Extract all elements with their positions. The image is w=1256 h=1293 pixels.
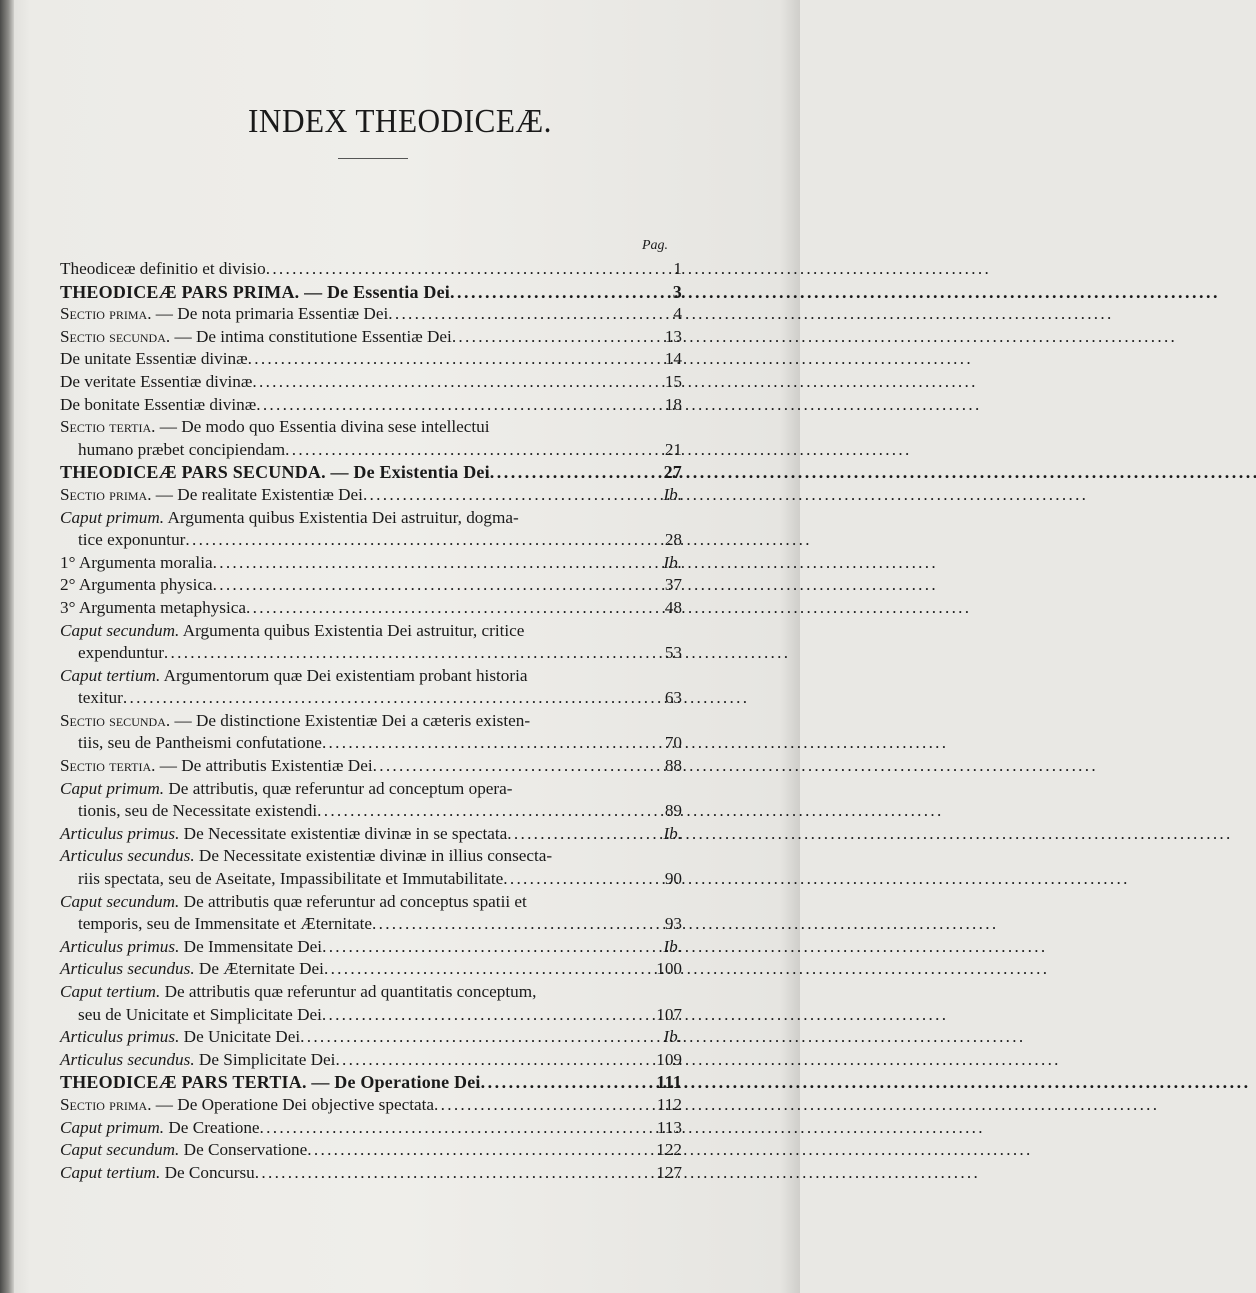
title-rule — [338, 158, 408, 159]
page-number: 15 — [664, 371, 682, 391]
page-number: 100 — [656, 959, 682, 979]
index-entry — [60, 484, 682, 507]
entry-label — [60, 552, 213, 575]
index-entry — [60, 1071, 682, 1094]
entry-text: — De modo quo Essentia divina sese intellectui — [155, 417, 490, 437]
entry-label — [60, 258, 266, 281]
index-entry — [60, 371, 682, 394]
index-entry — [60, 1162, 682, 1185]
index-entry — [60, 845, 682, 890]
dot-leader — [255, 1162, 642, 1185]
entry-heading: Sectio secunda. — [60, 710, 171, 730]
dot-leader — [372, 913, 642, 936]
entry-heading: Articulus secundus. — [60, 1049, 195, 1069]
page-number: 111 — [656, 1072, 682, 1093]
entry-first-line — [60, 620, 682, 643]
index-entry — [60, 507, 682, 552]
entry-text: De Concursu — [160, 1162, 255, 1182]
dot-leader — [322, 732, 642, 755]
dot-leader — [256, 394, 642, 417]
entry-heading: Sectio secunda. — [60, 326, 171, 346]
entry-continuation: tionis, seu de Necessitate existendi — [78, 801, 318, 821]
entry-first-line — [60, 416, 682, 439]
entry-continuation-line — [60, 642, 682, 665]
entry-continuation: humano præbet concipiendam — [78, 439, 286, 459]
entry-label — [60, 461, 490, 484]
page-number: 107 — [656, 1004, 682, 1024]
entry-label — [60, 1162, 255, 1185]
entry-label — [60, 1094, 434, 1117]
entry-label — [60, 823, 507, 846]
entry-text: THEODICEÆ PARS PRIMA. — De Essentia Dei — [60, 281, 450, 302]
entry-heading: Sectio prima. — [60, 1094, 152, 1114]
index-entry — [60, 710, 682, 755]
entry-continuation-line — [60, 913, 682, 936]
entry-continuation-line — [60, 439, 682, 462]
entry-text: De Unicitate Dei — [179, 1027, 301, 1047]
page-number: 28 — [664, 530, 682, 550]
entry-heading: Caput tertium. — [60, 665, 161, 685]
entry-continuation: tice exponuntur — [78, 530, 186, 550]
page-number: 113 — [656, 1117, 682, 1137]
page-number: 88 — [664, 756, 682, 776]
entry-label — [60, 1117, 260, 1140]
dot-leader — [335, 1049, 642, 1072]
entry-text: — De intima constitutione Essentiæ Dei — [170, 326, 452, 346]
entry-text: — De attributis Existentiæ Dei — [155, 756, 373, 776]
entry-first-line — [60, 891, 682, 914]
page-number: 109 — [656, 1049, 682, 1069]
index-entry — [60, 620, 682, 665]
page-number: 93 — [664, 914, 682, 934]
page-number: 3 — [672, 281, 682, 302]
index-entry — [60, 778, 682, 823]
page-number: Ib. — [663, 936, 682, 956]
entry-continuation-line — [60, 800, 682, 823]
entry-text: — De distinctione Existentiæ Dei a cæteris existen- — [170, 710, 531, 730]
entry-text: De attributis, quæ referuntur ad conceptum opera- — [164, 778, 513, 798]
page-title: INDEX THEODICEÆ. — [248, 102, 552, 140]
entry-text: De Immensitate Dei — [179, 936, 323, 956]
entry-heading: Caput secundum. — [60, 620, 180, 640]
entry-label — [60, 1071, 481, 1094]
index-entry — [60, 665, 682, 710]
dot-leader — [213, 574, 642, 597]
index-entry — [60, 1117, 682, 1140]
dot-leader — [434, 1094, 642, 1117]
entry-label — [60, 755, 373, 778]
page-number: 89 — [664, 801, 682, 821]
entry-text: — De Operatione Dei objective spectata — [151, 1094, 435, 1114]
entry-continuation-line — [60, 687, 682, 710]
entry-continuation-line — [60, 868, 682, 891]
index-entry — [60, 891, 682, 936]
entry-text: Argumentorum quæ Dei existentiam probant historia — [160, 665, 528, 685]
entry-text: Argumenta quibus Existentia Dei astruitur, critice — [179, 620, 525, 640]
index-entry — [60, 597, 682, 620]
entry-label — [60, 597, 246, 620]
dot-leader — [307, 1139, 642, 1162]
entry-first-line — [60, 778, 682, 801]
entry-heading: Caput secundum. — [60, 891, 180, 911]
index-entry — [60, 1049, 682, 1072]
entry-text: De Necessitate existentiæ divinæ in se spectata — [179, 823, 508, 843]
entry-text: THEODICEÆ PARS SECUNDA. — De Existentia Dei — [60, 462, 490, 483]
page-column-label: Pag. — [642, 238, 669, 253]
dot-leader — [507, 823, 642, 846]
dot-leader — [213, 552, 642, 575]
entry-heading: Articulus primus. — [60, 936, 180, 956]
index-entry — [60, 1139, 682, 1162]
entry-continuation-line — [60, 732, 682, 755]
entry-label — [60, 326, 452, 349]
dot-leader — [260, 1117, 642, 1140]
dot-leader — [285, 439, 642, 462]
page-number: Ib. — [663, 552, 682, 572]
page-number: 63 — [664, 688, 682, 708]
page-number: 21 — [664, 439, 682, 459]
dot-leader — [123, 687, 642, 710]
index-entry — [60, 258, 682, 281]
dot-leader — [266, 258, 642, 281]
dot-leader — [164, 642, 642, 665]
entry-text: De Creatione — [164, 1117, 260, 1137]
page-number: 122 — [656, 1140, 682, 1160]
index-entry — [60, 416, 682, 461]
entry-first-line — [60, 507, 682, 530]
dot-leader — [317, 800, 642, 823]
page-number: 37 — [664, 575, 682, 595]
index-entry — [60, 394, 682, 417]
entry-heading: Articulus primus. — [60, 823, 180, 843]
entry-first-line — [60, 710, 682, 733]
index-entry — [60, 461, 682, 484]
page-number: 112 — [656, 1094, 682, 1114]
entry-label — [60, 1026, 300, 1049]
entry-label — [60, 958, 324, 981]
entry-heading: Sectio tertia. — [60, 417, 156, 437]
dot-leader — [252, 371, 642, 394]
entry-heading: Caput primum. — [60, 1117, 165, 1137]
page-number: 70 — [664, 733, 682, 753]
index-entries — [60, 258, 682, 1184]
page-number: 1 — [673, 259, 682, 278]
dot-leader — [248, 348, 642, 371]
entry-heading: Articulus primus. — [60, 1027, 180, 1047]
entry-text: THEODICEÆ PARS TERTIA. — De Operatione Dei — [60, 1072, 481, 1093]
page-number: 27 — [663, 462, 682, 483]
entry-label — [60, 303, 388, 326]
entry-label — [60, 371, 252, 394]
entry-first-line — [60, 665, 682, 688]
entry-text: De Necessitate existentiæ divinæ in illius consecta- — [194, 846, 553, 866]
index-entry — [60, 1094, 682, 1117]
dot-leader — [452, 326, 642, 349]
index-entry — [60, 552, 682, 575]
entry-continuation-line — [60, 529, 682, 552]
page-number: 90 — [664, 869, 682, 889]
entry-text: — De realitate Existentiæ Dei — [151, 484, 363, 504]
entry-label — [60, 348, 248, 371]
entry-label — [60, 574, 213, 597]
entry-heading: Articulus secundus. — [60, 959, 195, 979]
page-number: Ib. — [663, 823, 682, 843]
index-entry — [60, 1026, 682, 1049]
dot-leader — [363, 484, 642, 507]
entry-label — [60, 936, 322, 959]
entry-label — [60, 281, 450, 304]
entry-text: De attributis quæ referuntur ad conceptus spatii et — [179, 891, 527, 911]
page-number: 53 — [664, 643, 682, 663]
entry-continuation: texitur — [78, 688, 123, 708]
book-spine-shadow — [0, 0, 14, 1293]
entry-text: 1° Argumenta moralia — [60, 552, 213, 572]
dot-leader — [322, 936, 642, 959]
index-entry — [60, 755, 682, 778]
entry-text: 2° Argumenta physica — [60, 575, 213, 595]
entry-text: Argumenta quibus Existentia Dei astruitur, dogma- — [164, 507, 519, 527]
entry-continuation: temporis, seu de Immensitate et Æternitate — [78, 914, 373, 934]
page-number: Ib. — [663, 1027, 682, 1047]
page-number: 4 — [673, 304, 682, 324]
page-number: Ib. — [663, 484, 682, 504]
dot-leader — [185, 529, 642, 552]
entry-text: — De nota primaria Essentiæ Dei — [151, 304, 389, 324]
entry-text: De attributis quæ referuntur ad quantitatis conceptum, — [160, 982, 537, 1001]
entry-heading: Sectio tertia. — [60, 756, 156, 776]
page-number: 18 — [664, 394, 682, 414]
index-entry — [60, 958, 682, 981]
entry-heading: Articulus secundus. — [60, 846, 195, 866]
index-entry — [60, 981, 682, 1026]
dot-leader — [490, 461, 642, 484]
dot-leader — [246, 597, 642, 620]
index-entry — [60, 303, 682, 326]
entry-text: De unitate Essentiæ divinæ — [60, 349, 248, 369]
entry-first-line — [60, 981, 682, 1004]
entry-label — [60, 1049, 335, 1072]
entry-heading: Caput tertium. — [60, 1162, 161, 1182]
entry-heading: Caput tertium. — [60, 982, 161, 1001]
entry-label — [60, 394, 256, 417]
dot-leader — [481, 1071, 642, 1094]
entry-heading: Caput primum. — [60, 778, 165, 798]
entry-continuation: riis spectata, seu de Aseitate, Impassibilitate et Immutabilitate — [78, 869, 504, 889]
entry-text: De veritate Essentiæ divinæ — [60, 371, 253, 391]
dot-leader — [324, 958, 642, 981]
page-number: 13 — [664, 326, 682, 346]
dot-leader — [373, 755, 642, 778]
entry-text: De Conservatione — [179, 1140, 308, 1160]
dot-leader — [503, 868, 642, 891]
entry-continuation-line — [60, 1004, 682, 1027]
index-entry — [60, 326, 682, 349]
index-entry — [60, 823, 682, 846]
dot-leader — [450, 281, 642, 304]
page-number: 14 — [664, 349, 682, 369]
index-entry — [60, 281, 682, 304]
entry-heading: Caput primum. — [60, 507, 165, 527]
entry-label — [60, 484, 363, 507]
index-entry — [60, 574, 682, 597]
page-number: 48 — [664, 597, 682, 617]
entry-continuation: tiis, seu de Pantheismi confutatione — [78, 733, 322, 753]
entry-heading: Sectio prima. — [60, 484, 152, 504]
dot-leader — [388, 303, 642, 326]
entry-heading: Sectio prima. — [60, 304, 152, 324]
dot-leader — [322, 1004, 642, 1027]
entry-text: De Æternitate Dei — [194, 959, 324, 979]
entry-continuation: seu de Unicitate et Simplicitate Dei — [78, 1004, 322, 1024]
entry-text: Theodiceæ definitio et divisio — [60, 259, 266, 278]
entry-heading: Caput secundum. — [60, 1140, 180, 1160]
entry-text: De bonitate Essentiæ divinæ — [60, 394, 257, 414]
index-entry — [60, 348, 682, 371]
entry-first-line — [60, 845, 682, 868]
entry-text: De Simplicitate Dei — [194, 1049, 336, 1069]
entry-text: 3° Argumenta metaphysica — [60, 597, 247, 617]
index-entry — [60, 936, 682, 959]
entry-label — [60, 1139, 307, 1162]
page-number: 127 — [656, 1162, 682, 1182]
entry-continuation: expenduntur — [78, 643, 164, 663]
dot-leader — [300, 1026, 642, 1049]
